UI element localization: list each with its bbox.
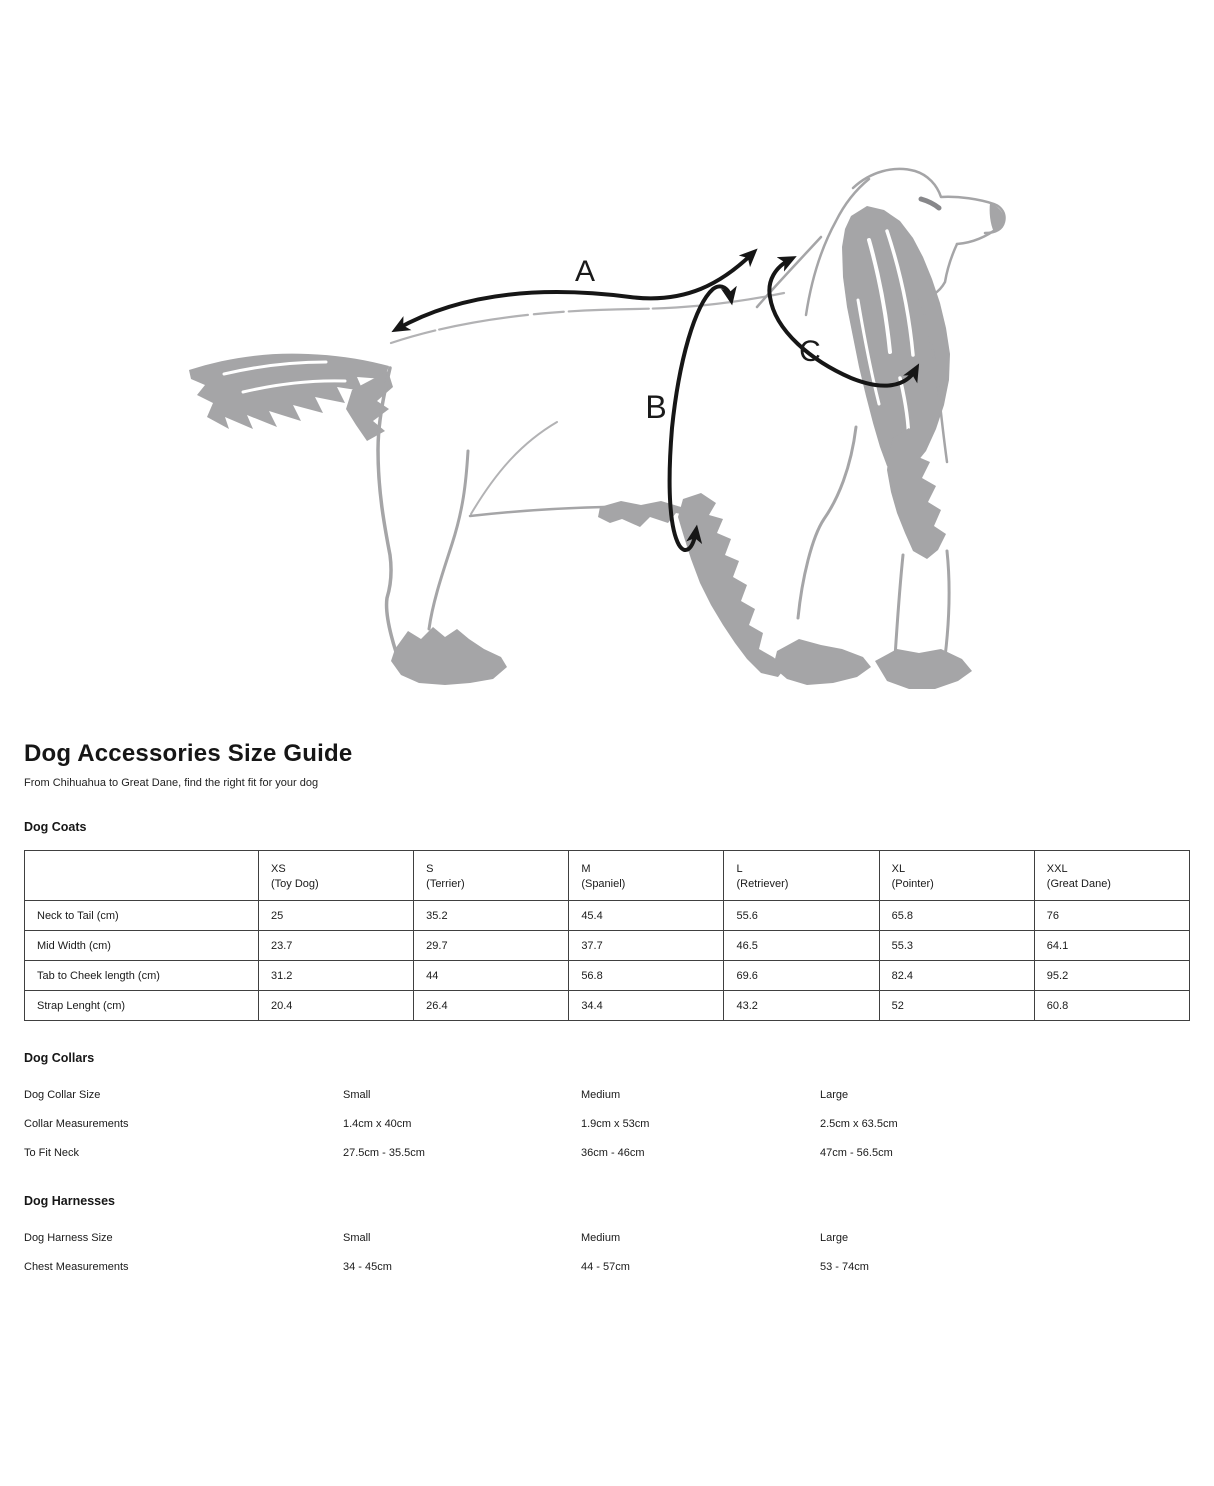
row-label: Dog Collar Size [24, 1088, 101, 1101]
coats-corner-cell [25, 851, 259, 901]
dog-measurement-diagram [0, 0, 1214, 728]
table-row [25, 931, 1190, 961]
harnesses-heading: Dog Harnesses [24, 1194, 116, 1208]
cell-value: Small [343, 1231, 371, 1244]
cell-value: 36cm - 46cm [581, 1146, 645, 1159]
cell-value: Large [820, 1088, 849, 1101]
row-label: To Fit Neck [24, 1146, 80, 1159]
cell-value: 2.5cm x 63.5cm [820, 1117, 898, 1130]
list-item [24, 1138, 1190, 1167]
cell-value: 1.4cm x 40cm [343, 1117, 412, 1130]
dog-flank-line [471, 422, 557, 514]
cell-value: 95.2 [1034, 961, 1189, 991]
dog-back-line [391, 293, 784, 343]
dog-illustration [189, 169, 1005, 689]
row-label: Chest Measurements [24, 1260, 129, 1273]
dog-eye [921, 199, 939, 208]
dog-foreleg-back-edge [895, 555, 903, 657]
cell-value: 34 - 45cm [343, 1260, 392, 1273]
label-c: C [799, 335, 821, 368]
row-label: Neck to Tail (cm) [25, 901, 259, 931]
dog-belly-line [470, 507, 604, 516]
cell-value: 35.2 [414, 901, 569, 931]
cell-value: 34.4 [569, 991, 724, 1021]
guide-content [0, 740, 1214, 1281]
cell-value: 46.5 [724, 931, 879, 961]
dog-hind-paw [391, 627, 507, 685]
row-label: Collar Measurements [24, 1117, 129, 1130]
list-item [24, 1109, 1190, 1138]
row-label: Mid Width (cm) [25, 931, 259, 961]
cell-value: 82.4 [879, 961, 1034, 991]
page-title: Dog Accessories Size Guide [24, 740, 353, 767]
cell-value: 56.8 [569, 961, 724, 991]
list-item [24, 1252, 1190, 1281]
cell-value: 52 [879, 991, 1034, 1021]
dog-neck-back-line [757, 237, 821, 307]
collars-heading: Dog Collars [24, 1051, 95, 1065]
cell-value: 43.2 [724, 991, 879, 1021]
dog-front-paw [875, 649, 972, 689]
row-label: Tab to Cheek length (cm) [25, 961, 259, 991]
label-b: B [645, 389, 667, 425]
harnesses-rows [24, 1223, 1190, 1281]
cell-value: 37.7 [569, 931, 724, 961]
cell-value: 55.3 [879, 931, 1034, 961]
table-row [25, 961, 1190, 991]
dog-front-paw [773, 639, 871, 685]
cell-value: 44 - 57cm [581, 1260, 630, 1273]
dog-front-leg-line [798, 427, 856, 618]
cell-value: Medium [581, 1088, 621, 1101]
cell-value: 55.6 [724, 901, 879, 931]
cell-value: 45.4 [569, 901, 724, 931]
row-label: Strap Lenght (cm) [25, 991, 259, 1021]
coats-header-row [25, 851, 1190, 901]
coats-heading: Dog Coats [24, 820, 87, 834]
cell-value: Medium [581, 1231, 621, 1244]
row-label: Dog Harness Size [24, 1231, 113, 1244]
breed-label: (Spaniel) [581, 877, 626, 890]
coats-col-xs: XS (Toy Dog) [259, 851, 414, 901]
table-row [25, 991, 1190, 1021]
dog-foreleg-front-edge [945, 551, 949, 657]
coats-col-m: M (Spaniel) [569, 851, 724, 901]
coats-col-xl: XL (Pointer) [879, 851, 1034, 901]
cell-value: 60.8 [1034, 991, 1189, 1021]
dog-hind-leg-front-edge [429, 451, 468, 629]
breed-label: (Toy Dog) [271, 877, 319, 890]
cell-value: 44 [414, 961, 569, 991]
cell-value: 29.7 [414, 931, 569, 961]
cell-value: 47cm - 56.5cm [820, 1146, 893, 1159]
dog-front-leg-feathering [678, 493, 786, 677]
page-subtitle: From Chihuahua to Great Dane, find the right fit for your dog [24, 777, 319, 789]
collars-rows [24, 1080, 1190, 1167]
dog-diagram-area [0, 0, 1214, 728]
measurement-labels [575, 255, 821, 425]
breed-label: (Retriever) [736, 877, 789, 890]
dog-chest-fluff [887, 428, 946, 559]
cell-value: 26.4 [414, 991, 569, 1021]
cell-value: 23.7 [259, 931, 414, 961]
coats-col-l: L (Retriever) [724, 851, 879, 901]
cell-value: 69.6 [724, 961, 879, 991]
cell-value: Small [343, 1088, 371, 1101]
cell-value: Large [820, 1231, 849, 1244]
cell-value: 76 [1034, 901, 1189, 931]
cell-value: 53 - 74cm [820, 1260, 869, 1273]
dog-ear [842, 206, 950, 475]
label-a: A [574, 255, 596, 288]
coats-size-table [24, 850, 1190, 1021]
cell-value: 31.2 [259, 961, 414, 991]
list-item [24, 1223, 1190, 1252]
cell-value: 20.4 [259, 991, 414, 1021]
cell-value: 65.8 [879, 901, 1034, 931]
dog-mouth-line [957, 227, 999, 244]
cell-value: 1.9cm x 53cm [581, 1117, 650, 1130]
breed-label: (Pointer) [891, 877, 934, 890]
dog-hind-leg-back-edge [378, 368, 396, 652]
breed-label: (Terrier) [426, 877, 465, 890]
cell-value: 27.5cm - 35.5cm [343, 1146, 425, 1159]
list-item [24, 1080, 1190, 1109]
table-row [25, 901, 1190, 931]
cell-value: 64.1 [1034, 931, 1189, 961]
cell-value: 25 [259, 901, 414, 931]
coats-col-xxl: XXL (Great Dane) [1034, 851, 1189, 901]
coats-col-s: S (Terrier) [414, 851, 569, 901]
breed-label: (Great Dane) [1046, 877, 1111, 890]
